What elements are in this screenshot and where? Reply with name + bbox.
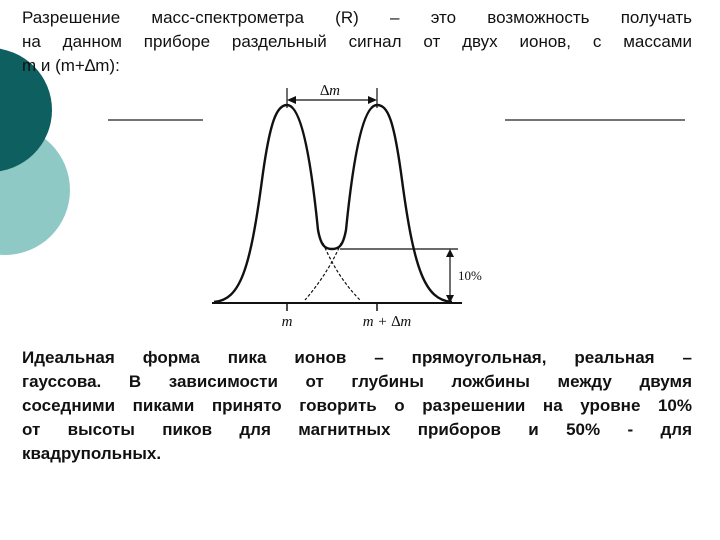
- valley-arrowhead-top: [446, 249, 454, 257]
- body-line: от высоты пиков для магнитных приборов и 50% - для: [22, 420, 692, 439]
- intro-line: Разрешение масс-спектрометра (R) – это возможность получать: [22, 8, 692, 27]
- peak1-tail: [323, 243, 360, 300]
- body-paragraph: [22, 346, 692, 466]
- intro-line: m и (m+∆m):: [22, 56, 120, 75]
- delta-m-label: ∆m: [319, 83, 341, 99]
- body-line: квадрупольных.: [22, 444, 162, 463]
- body-line: соседними пиками принято говорить о разрешении на уровне 10%: [22, 396, 692, 415]
- peak2-label: m + ∆m: [362, 314, 412, 330]
- peak1-label: m: [281, 314, 293, 330]
- body-line: Идеальная форма пика ионов – прямоугольная, реальная –: [22, 348, 692, 367]
- delta-m-arrowhead-left: [287, 96, 296, 104]
- intro-paragraph: [22, 6, 692, 78]
- body-line: гауссова. В зависимости от глубины ложбины между двумя: [22, 372, 692, 391]
- resolution-diagram: [100, 75, 700, 335]
- peak2-tail: [305, 243, 341, 300]
- signal-curve: [214, 105, 452, 302]
- delta-m-arrowhead-right: [368, 96, 377, 104]
- intro-line: на данном приборе раздельный сигнал от двух ионов, с массами: [22, 32, 692, 51]
- valley-label: 10%: [458, 268, 482, 283]
